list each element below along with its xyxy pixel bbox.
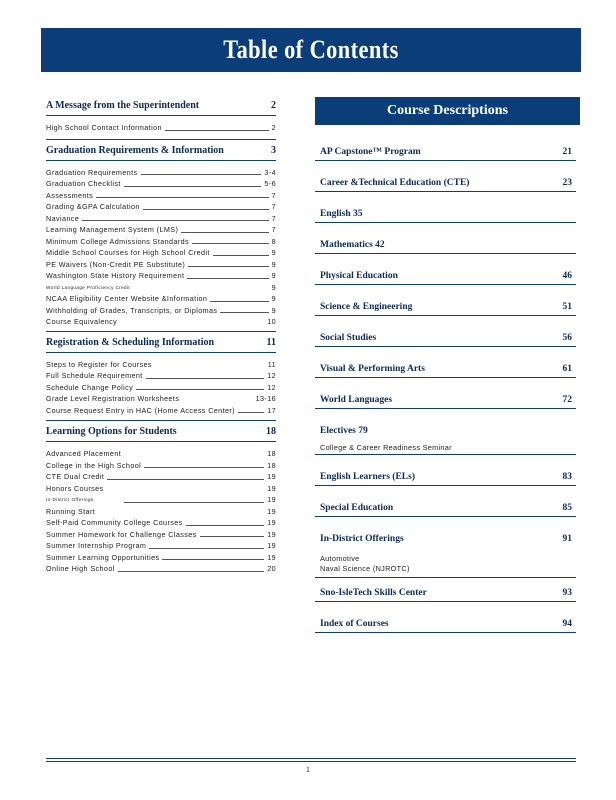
entry-text: Naviance [46,213,80,223]
entry-text: Full Schedule Requirement [46,371,143,380]
entry-page: 11 [267,359,276,369]
entry-page: 19 [267,483,276,493]
section-page: 2 [271,100,276,111]
course-item[interactable] [315,395,576,409]
course-item[interactable] [315,209,576,223]
entry-text: Course Equivalency [46,317,118,326]
leader-dots [82,220,268,221]
entry-text: Schedule Change Policy [46,382,134,392]
course-item[interactable] [315,503,576,517]
course-item[interactable] [315,147,576,161]
course-subitem[interactable]: College & Career Readiness Seminar [320,443,452,452]
course-item-text: World Languages [320,395,393,405]
entry-text: College in the High School [46,460,142,470]
entry-page: 9 [271,248,276,257]
section-heading-text: Learning Options for Students [46,426,177,437]
course-descriptions-title: Course Descriptions [387,103,508,118]
toc-entry[interactable] [46,213,276,225]
page-title: Table of Contents [223,35,399,64]
entry-page: 18 [267,460,276,470]
toc-entry[interactable] [46,370,276,382]
entry-text: Graduation Requirements [46,167,138,177]
toc-entry[interactable] [46,201,276,213]
course-item[interactable] [315,271,576,285]
toc-entry[interactable] [46,506,276,518]
entry-page: 19 [267,506,276,516]
course-item-page: 72 [562,395,572,405]
entry-page: 7 [271,213,276,223]
entry-page: 18 [267,449,276,458]
entry-text: Self-Paid Community College Courses [46,518,183,527]
entry-text: PE Waivers (Non-Credit PE Substitute) [46,259,186,269]
entry-text: Withholding of Grades, Transcripts, or Diplomas [46,305,218,315]
course-descriptions-column [315,97,580,633]
course-item[interactable] [315,178,576,192]
toc-entry[interactable] [46,190,276,202]
toc-entry[interactable] [46,293,276,305]
toc-entry[interactable] [46,270,276,282]
footer-rule [46,761,576,762]
leader-dots [181,232,268,233]
entry-text: Running Start [46,506,96,516]
section-heading[interactable] [46,426,276,442]
leader-dots [124,186,262,187]
leader-dots [162,559,264,560]
course-item-page: 93 [562,588,572,598]
toc-entry[interactable] [46,122,276,134]
title-banner [41,28,581,72]
course-item[interactable] [315,619,576,633]
course-item[interactable] [315,472,576,486]
leader-dots [187,278,268,279]
course-item-page: 85 [562,503,572,513]
course-item-page: 23 [562,178,572,188]
toc-entry[interactable] [46,247,276,259]
course-item-page: 91 [562,534,572,544]
entry-page: 19 [267,529,276,539]
leader-dots [146,378,265,379]
entry-page: 8 [271,236,276,246]
course-subitem[interactable]: Naval Science (NJROTC) [320,564,410,573]
toc-entry[interactable] [46,552,276,564]
section-heading[interactable] [46,100,276,116]
entry-page: 19 [267,472,276,481]
leader-dots [186,525,265,526]
toc-entry[interactable] [46,540,276,552]
entry-text: Summer Internship Program [46,541,147,550]
entry-page: 19 [267,552,276,562]
section-page: 18 [266,426,276,437]
course-item[interactable] [315,240,576,254]
leader-dots [143,209,269,210]
entry-page: 19 [267,495,276,504]
course-item-text: Visual & Performing Arts [320,364,425,374]
entry-page: 2 [271,123,276,132]
entry-text: Honors Courses [46,483,104,493]
entry-text: Minimum College Admissions Standards [46,236,190,246]
toc-entry[interactable] [46,305,276,317]
leader-dots [141,174,262,175]
entry-page: 12 [267,382,276,392]
entry-page: 9 [271,271,276,280]
course-item-page: 46 [562,271,572,281]
toc-entry[interactable] [46,563,276,575]
course-item-page: 51 [562,302,572,312]
divider [46,139,276,140]
entry-page: 19 [267,541,276,550]
entry-text: Graduation Checklist [46,179,121,188]
section-heading[interactable] [46,337,276,353]
entry-page: 3-4 [264,167,276,177]
course-item-text: English Learners (ELs) [320,472,416,482]
course-item[interactable] [315,364,576,378]
entry-page: 17 [267,405,276,415]
course-item-page: 21 [562,147,572,157]
entry-page: 7 [271,202,276,211]
course-item[interactable] [315,588,576,602]
course-item[interactable] [315,426,576,439]
course-item-text: Physical Education [320,271,398,281]
toc-entry[interactable] [46,448,276,460]
toc-entry[interactable] [46,483,276,495]
toc-entry[interactable] [46,178,276,190]
leader-dots [238,412,264,413]
course-item-text: In-District Offerings [320,534,404,544]
toc-entry[interactable] [46,316,276,328]
entry-text: Summer Learning Opportunities [46,552,160,562]
entry-page: 20 [267,564,276,573]
footer-rule [46,758,576,759]
page-number: 1 [306,767,310,774]
toc-entry[interactable] [46,460,276,472]
toc-entry[interactable] [46,494,276,506]
entry-text: Online High School [46,564,115,573]
entry-text: Grade Level Registration Worksheets [46,394,180,403]
course-item-text: Special Education [320,503,394,513]
section-page: 11 [266,336,276,348]
section-heading[interactable] [46,145,276,161]
course-item-text: Social Studies [320,333,377,343]
toc-entry[interactable] [46,517,276,529]
entry-text: CTE Dual Credit [46,472,105,481]
entry-text: Washington State History Requirement [46,271,185,280]
leader-dots [149,548,264,549]
entry-page: 12 [267,371,276,380]
course-item-text: Sno-IsleTech Skills Center [320,588,427,598]
toc-entry[interactable] [46,167,276,179]
course-item-page: 83 [562,472,572,482]
entry-text: In-District Offerings [46,497,94,502]
leader-dots [188,266,268,267]
entry-page: 9 [271,259,276,269]
entry-text: Summer Homework for Challenge Classes [46,529,197,539]
toc-entry[interactable] [46,236,276,248]
course-item-page: 56 [562,333,572,343]
course-item-text: English 35 [320,209,363,219]
entry-page: 7 [271,225,276,234]
entry-page: 9 [271,282,276,292]
course-item-text: Mathematics 42 [320,240,385,250]
course-item-text: Electives 79 [320,426,368,436]
course-item-page: 61 [562,364,572,374]
course-descriptions-banner [315,97,580,125]
entry-page: 9 [271,294,276,303]
toc-entry[interactable] [46,359,276,371]
toc-entry[interactable] [46,282,276,294]
toc-entry[interactable] [46,405,276,417]
section-heading-text: Registration & Scheduling Information [46,336,215,348]
entry-text: Course Request Entry in HAC (Home Access Center) [46,405,235,415]
leader-dots [220,312,268,313]
leader-dots [107,479,264,480]
divider [46,331,276,332]
section-heading-text: A Message from the Superintendent [46,100,200,111]
leader-dots [210,301,268,302]
entry-page: 9 [271,305,276,315]
leader-dots [144,467,264,468]
course-item-text: Career &Technical Education (CTE) [320,178,470,188]
entry-text: Assessments [46,190,94,200]
entry-text: Grading &GPA Calculation [46,202,140,211]
entry-page: 7 [271,190,276,200]
course-item-text: AP Capstone™ Program [320,147,421,157]
entry-text: World Language Proficiency Credit [46,284,131,290]
leader-dots [192,243,269,244]
course-item-page: 94 [562,619,572,629]
leader-dots [124,502,265,503]
course-item[interactable] [315,302,576,316]
course-item[interactable] [315,534,576,547]
entry-page: 19 [267,518,276,527]
entry-text: NCAA Eligibility Center Website &Information [46,294,208,303]
leader-dots [165,130,269,131]
leader-dots [136,389,264,390]
leader-dots [213,255,269,256]
toc-entry[interactable] [46,224,276,236]
course-item-text: Index of Courses [320,619,389,629]
toc-entry[interactable] [46,529,276,541]
toc-entry[interactable] [46,393,276,405]
entry-text: Advanced Placement [46,449,122,458]
entry-text: Steps to Register for Courses [46,359,152,369]
leader-dots [96,197,268,198]
divider [46,420,276,421]
entry-text: High School Contact Information [46,123,162,132]
toc-entry[interactable] [46,471,276,483]
entry-page: 13-16 [255,394,276,403]
section-heading-text: Graduation Requirements & Information [46,144,224,156]
section-page: 3 [271,144,276,156]
course-subitem[interactable]: Automotive [320,554,360,563]
toc-entry[interactable] [46,259,276,271]
toc-entry[interactable] [46,382,276,394]
leader-dots [118,571,264,572]
leader-dots [200,536,265,537]
entry-page: 10 [267,317,276,326]
entry-page: 5-6 [264,179,276,188]
left-column [46,100,276,575]
course-item-text: Science & Engineering [320,302,413,312]
entry-text: Learning Management System (LMS) [46,225,179,234]
entry-text: Middle School Courses for High School Credit [46,248,210,257]
course-item[interactable] [315,333,576,347]
